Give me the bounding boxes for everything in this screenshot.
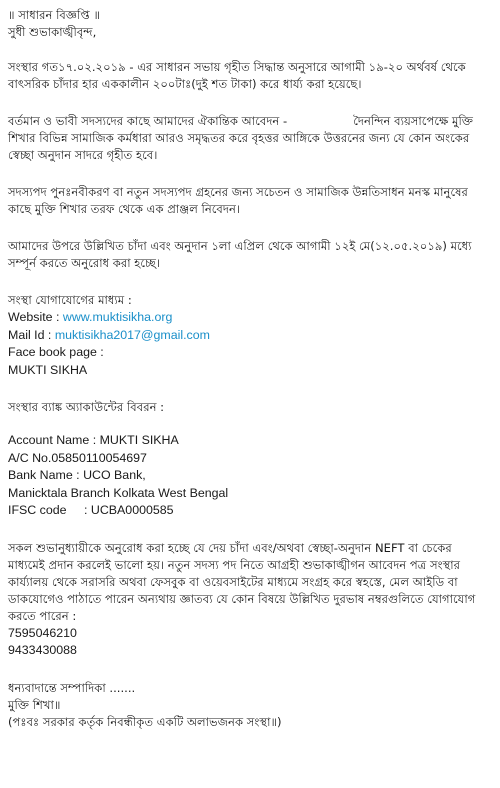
ifsc-label: IFSC code [8, 503, 67, 517]
phone-number-1: 7595046210 [8, 625, 77, 640]
bank-heading: সংস্থার ব্যাঙ্ক অ্যাকাউন্টের বিবরন : [8, 400, 165, 414]
paragraph-appeal [8, 113, 492, 164]
organization-signature: মুক্তি শিখা॥ [8, 697, 61, 712]
phone-number-2: 9433430088 [8, 643, 77, 657]
appeal-body: দৈনন্দিন ব্যয়সাপেক্ষে মুক্তি শিখার বিভিন্ন সামাজিক কর্মধারা আরও সমৃদ্ধতর করে বৃহত্তর আঙ্গিকে উত্তরনের জন্য যে কোন অংকের স্বেচ্ছা অনুদান সাদরে গৃহীত হবে। [8, 114, 474, 162]
website-label: Website : [8, 310, 63, 324]
ifsc-line [8, 502, 492, 520]
contact-heading: সংস্থা যোগাযোগের মাধ্যম : [8, 293, 132, 307]
paragraph-subscription-rate: সংস্থার গত১৭.০২.২০১৯ - এর সাধারন সভায় গৃহীত সিদ্ধান্ত অনুসারে আগামী ১৯-২০ অর্থবর্ষ থেকে বাৎসরিক চাঁদার হার এককালীন ২০০টাঃ(দুই শত টাকা) করে ধার্য্য করা হয়েছে। [8, 60, 466, 91]
bank-name: Bank Name : UCO Bank, [8, 468, 146, 482]
website-link[interactable]: www.muktisikha.org [62, 310, 173, 324]
paragraph-payment-instructions: সকল শুভানুধ্যায়ীকে অনুরোধ করা হচ্ছে যে দেয় চাঁদা এবং/অথবা স্বেচ্ছা-অনুদান NEFT বা চেকের মাধ্যমেই প্রদান করলেই ভালো হয়। নতুন সদস্য পদ নিতে আগ্রহী শুভাকাঙ্খীগন আবেদন পত্র সংস্থার কার্য্যালয় থেকে সরাসরি অথবা ফেসবুক বা ওয়েবসাইটের মাধ্যমে সংগ্রহ করে স্বহস্তে, মেল আইডি বা ডাকযোগেও পাঠাতে পারেন অন্যথায় জ্ঞাতব্য যে কোন বিষয়ে উল্লিখিত দুরভাষ নম্বরগুলিতে যোগাযোগ করতে পারেন : [8, 540, 476, 623]
salutation: সুধী শুভাকাঙ্খীবৃন্দ, [8, 25, 97, 39]
mail-link[interactable]: muktisikha2017@gmail.com [54, 327, 210, 342]
mail-label: Mail Id : [8, 327, 55, 342]
facebook-value: MUKTI SIKHA [8, 362, 88, 377]
bank-branch: Manicktala Branch Kolkata West Bengal [8, 485, 229, 500]
mail-line [8, 327, 492, 345]
account-name: Account Name : MUKTI SIKHA [8, 433, 179, 447]
appeal-intro: বর্তমান ও ভাবী সদস্যদের কাছে আমাদের ঐকান্তিক আবেদন - [8, 114, 288, 128]
notice-heading: ॥ সাধারন বিজ্ঞপ্তি ॥ [8, 8, 101, 22]
facebook-label: Face book page : [8, 345, 104, 359]
paragraph-deadline: আমাদের উপরে উল্লিখিত চাঁদা এবং অনুদান ১লা এপ্রিল থেকে আগামী ১২ই মে(১২.০৫.২০১৯) মধ্যে সম্পূর্ন করতে অনুরোধ করা হচ্ছে। [8, 239, 472, 270]
closing-line: ধন্যবাদান্তে সম্পাদিকা ....... [8, 680, 136, 695]
ifsc-value: : UCBA0000585 [84, 503, 174, 517]
account-number: A/C No.05850110054697 [8, 450, 147, 465]
paragraph-membership: সদস্যপদ পুনঃনবীকরণ বা নতুন সদস্যপদ গ্রহনের জন্য সচেতন ও সামাজিক উন্নতিসাধন মনস্ক মানুষের কাছে মুক্তি শিখার তরফ থেকে এক প্রাঞ্জল নিবেদন। [8, 185, 468, 216]
registration-footnote: (পঃবঃ সরকার কর্তৃক নিবন্ধীকৃত একটি অলাভজনক সংস্থা॥) [8, 714, 282, 729]
website-line [8, 309, 492, 327]
